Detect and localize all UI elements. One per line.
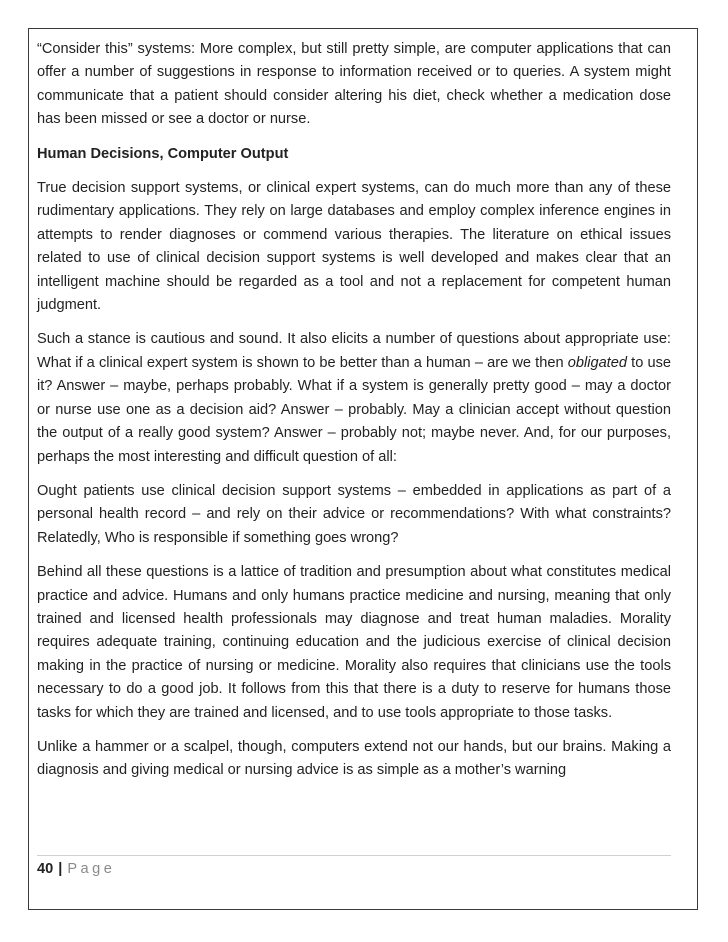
italic-obligated: obligated (567, 354, 627, 371)
page-number: 40 (37, 861, 54, 877)
paragraph-cautious-stance-part-1: Such a stance is cautious and sound. It also elicits a number of questions about appropriate use: What if a clinical expert system is shown to be better than a human – are we then (37, 331, 671, 371)
page-footer (37, 859, 115, 879)
paragraph-cautious-stance-part-2: to use it? Answer – maybe, perhaps probably. What if a system is generally pretty good – may a doctor or nurse use one as a decision aid? Answer – probably. May a clinician accept without question the output of a really good system? Answer – probably not; maybe never. And, for our purposes, perhaps the most interesting and difficult question of all: (37, 354, 671, 465)
footer-divider (37, 855, 671, 856)
section-heading: Human Decisions, Computer Output (37, 145, 289, 162)
paragraph-consider-this-systems: “Consider this” systems: More complex, but still pretty simple, are computer applications that can offer a number of suggestions in response to information received or to queries. A system might communicate that a patient should consider altering his diet, check whether a medication dose has been missed or see a doctor or nurse. (37, 41, 671, 128)
paragraph-ought-patients: Ought patients use clinical decision support systems – embedded in applications as part of a personal health record – and rely on their advice or recommendations? With what constraints? Relatedly, Who is responsible if something goes wrong? (37, 482, 671, 546)
footer-separator: | (58, 861, 63, 877)
paragraph-unlike-a-hammer: Unlike a hammer or a scalpel, though, computers extend not our hands, but our brains. Making a diagnosis and giving medical or nursing advice is as simple as a mother’s warning (37, 738, 671, 779)
paragraph-lattice-of-tradition: Behind all these questions is a lattice of tradition and presumption about what constitutes medical practice and advice. Humans and only humans practice medicine and nursing, meaning that only trained and licensed health professionals may diagnose and treat human maladies. Morality requires adequate training, continuing education and the judicious exercise of clinical decision making in the practice of nursing or medicine. Morality also requires that clinicians use the tools necessary to do a good job. It follows from this that there is a duty to reserve for humans those tasks for which they are trained and licensed, and to use tools appropriate to those tasks. (37, 564, 671, 721)
paragraph-cautious-stance (37, 328, 671, 468)
document-body (37, 38, 671, 783)
paragraph-true-decision-support: True decision support systems, or clinical expert systems, can do much more than any of these rudimentary applications. They rely on large databases and employ complex inference engines in attempts to render diagnoses or commend various therapies. The literature on ethical issues related to use of clinical decision support systems is well developed and makes clear that an intelligent machine should be regarded as a tool and not a replacement for competent human judgment. (37, 180, 671, 314)
page-label: Page (67, 861, 116, 877)
